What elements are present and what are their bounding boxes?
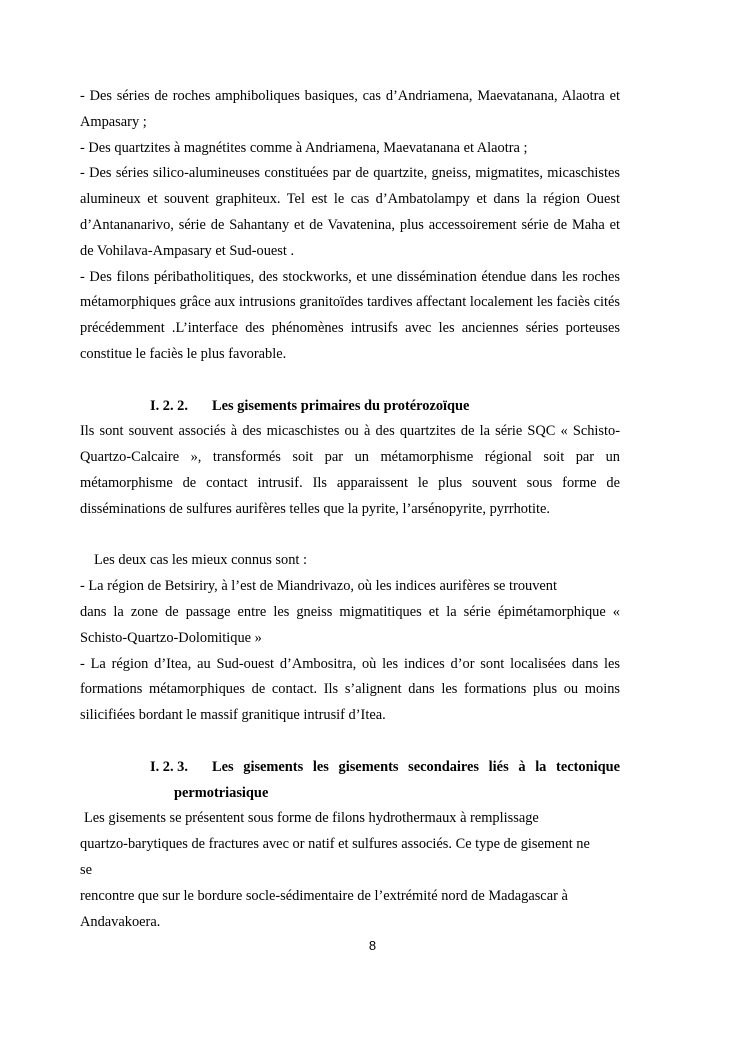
bullet-quartzites: - Des quartzites à magnétites comme à Andriamena, Maevatanana et Alaotra ; (80, 139, 528, 156)
cases-intro: Les deux cas les mieux connus sont : (94, 552, 308, 569)
spacer (80, 729, 620, 755)
section-heading-2-3 (80, 755, 620, 807)
section-number: I. 2. 2. (150, 397, 188, 414)
case-1-line-1: - La région de Betsiriry, à l’est de Miandrivazo, où les indices aurifères se trouvent (80, 578, 557, 595)
section-3-line-1: Les gisements se présentent sous forme de filons hydrothermaux à remplissage (84, 810, 539, 827)
section-3-line-2: quartzo-barytiques de fractures avec or natif et sulfures associés. Ce type de gisement ne (80, 836, 590, 853)
case-2: - La région d’Itea, au Sud-ouest d’Ambositra, où les indices d’or sont localisées dans les formations métamorphiques de contact. Ils s’alignent dans les formations plus ou moins silicifiées bordant le massif granitique intrusif d’Itea. (80, 655, 620, 724)
section-3-line-4: rencontre que sur le bordure socle-sédimentaire de l’extrémité nord de Madagascar à (80, 887, 568, 904)
case-1-line-2: dans la zone de passage entre les gneiss migmatitiques et la série épimétamorphique « Schisto-Quartzo-Dolomitique » (80, 603, 620, 646)
section-heading-2-2 (80, 394, 620, 420)
page-number: 8 (368, 938, 377, 953)
bullet-filons: - Des filons péribatholitiques, des stockworks, et une dissémination étendue dans les roches métamorphiques grâce aux intrusions granitoïdes tardives affectant localement les faciès cités précédemment .L’interface des phénomènes intrusifs avec les anciennes séries porteuses constitue le faciès le plus favorable. (80, 268, 620, 362)
section-3-line-3: se (80, 861, 92, 878)
section-3-line-5: Andavakoera. (80, 913, 161, 930)
section-title-line-1: Les gisements les gisements secondaires liés à la tectonique (212, 758, 620, 775)
section-2-intro: Ils sont souvent associés à des micaschistes ou à des quartzites de la série SQC « Schisto-Quartzo-Calcaire », transformés soit par un métamorphisme régional soit par un métamorphisme de contact intrusif. Ils apparaissent le plus souvent sous forme de disséminations de sulfures aurifères telles que la pyrite, l’arsénopyrite, pyrrhotite. (80, 423, 620, 517)
section-title-line-2: permotriasique (174, 784, 269, 801)
spacer (80, 368, 620, 394)
page-body (80, 84, 620, 935)
section-number: I. 2. 3. (150, 758, 188, 775)
bullet-silico-alumineuses: - Des séries silico-alumineuses constituées par de quartzite, gneiss, migmatites, micaschistes alumineux et souvent graphiteux. Tel est le cas d’Ambatolampy et dans la région Ouest d’Antananarivo, série de Sahantany et de Vavatenina, plus accessoirement série de Maha et de Vohilava-Ampasary et Sud-ouest . (80, 165, 620, 259)
section-title: Les gisements primaires du protérozoïque (212, 397, 470, 414)
bullet-amphiboliques: - Des séries de roches amphiboliques basiques, cas d’Andriamena, Maevatanana, Alaotra et Ampasary ; (80, 88, 620, 130)
spacer (80, 523, 620, 549)
